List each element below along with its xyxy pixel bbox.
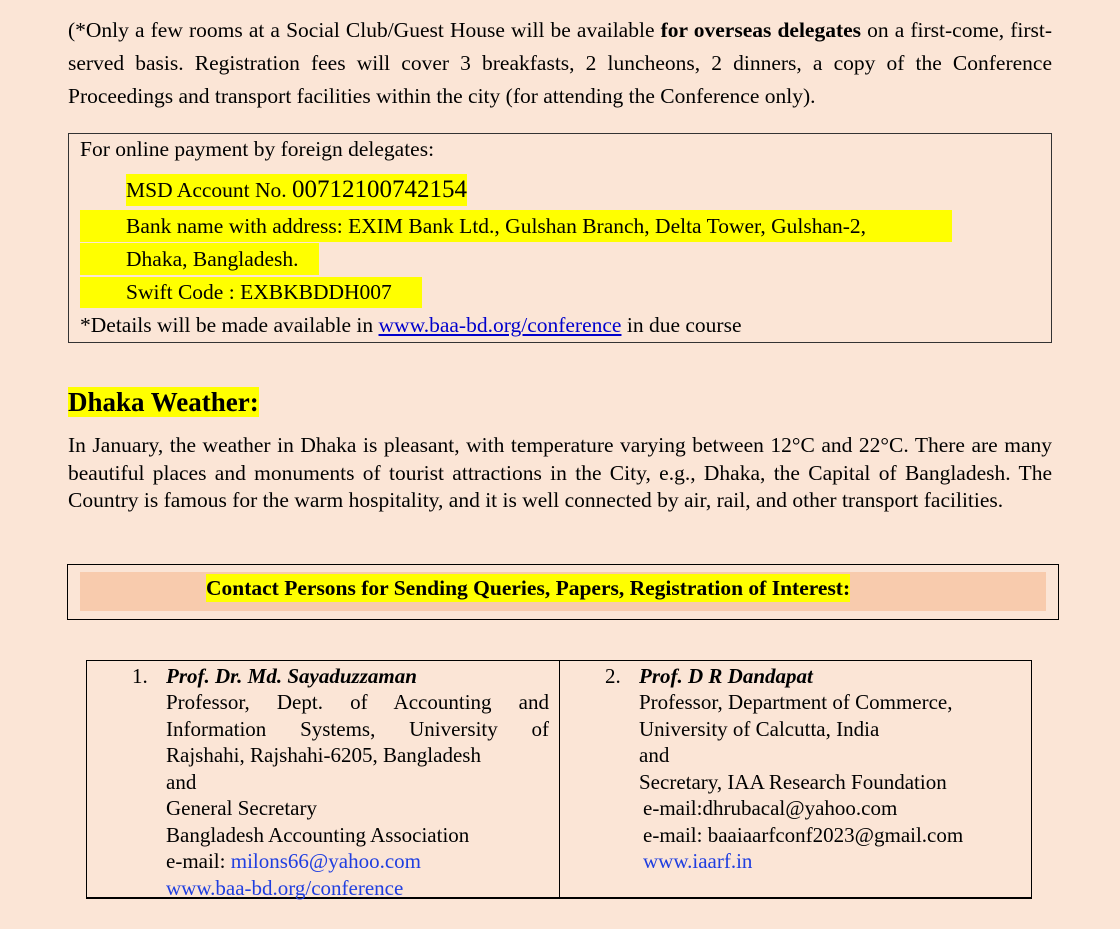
person2-email1: e-mail:dhrubacal@yahoo.com xyxy=(643,796,898,820)
intro-text-part2: on a first-come, first-served basis. Registration fees will cover 3 breakfasts, 2 luncheons, 2 dinners, a copy of the Conference Proceedings and transport facilities within the city (for attending the Conference only). xyxy=(68,18,1052,108)
payment-heading: For online payment by foreign delegates: xyxy=(80,137,435,161)
person1-details xyxy=(166,689,549,901)
person1-email-label: e-mail: xyxy=(166,849,231,873)
person1-email-row xyxy=(166,848,549,875)
conference-link[interactable]: www.baa-bd.org/conference xyxy=(378,313,622,337)
weather-paragraph: In January, the weather in Dhaka is pleasant, with temperature varying between 12°C and 22°C. There are many beautiful places and monuments of tourist attractions in the City, e.g., Dhaka, the Capital of Bangladesh. The Country is famous for the warm hospitality, and it is well connected by air, rail, and other transport facilities. xyxy=(68,433,1052,512)
person1-website-link[interactable]: www.baa-bd.org/conference xyxy=(166,875,404,900)
swift-code: Swift Code : EXBKBDDH007 xyxy=(126,280,392,304)
person1-number: 1. xyxy=(132,664,148,688)
details-suffix: in due course xyxy=(621,313,742,337)
person2-line4: Secretary, IAA Research Foundation xyxy=(639,769,947,794)
weather-heading-text: Dhaka Weather: xyxy=(68,387,259,417)
person2-name: Prof. D R Dandapat xyxy=(639,664,813,688)
accommodation-note xyxy=(68,14,1052,113)
person1-line2: Information Systems, University of xyxy=(166,716,549,741)
person2-line1: Professor, Department of Commerce, xyxy=(639,690,953,714)
intro-bold-text: for overseas delegates xyxy=(660,18,862,42)
person1-line5: General Secretary xyxy=(166,796,317,820)
contact-title: Contact Persons for Sending Queries, Papers, Registration of Interest: xyxy=(206,576,851,600)
person2-line2: University of Calcutta, India xyxy=(639,716,880,741)
person1-line6: Bangladesh Accounting Association xyxy=(166,822,470,847)
details-prefix: *Details will be made available in xyxy=(80,313,379,337)
person1-email-link[interactable]: milons66@yahoo.com xyxy=(230,849,421,873)
person1-line3: Rajshahi, Rajshahi-6205, Bangladesh xyxy=(166,743,481,767)
payment-box xyxy=(68,133,1052,343)
intro-text-part1: (*Only a few rooms at a Social Club/Guest House will be available xyxy=(68,18,661,42)
person2-number: 2. xyxy=(605,664,621,688)
contact-persons-table xyxy=(86,660,1032,898)
bank-line-1: Bank name with address: EXIM Bank Ltd., Gulshan Branch, Delta Tower, Gulshan-2, xyxy=(126,214,867,238)
person2-details xyxy=(639,689,1024,875)
weather-heading xyxy=(68,385,259,419)
account-line xyxy=(126,174,467,206)
account-number: 00712100742154 xyxy=(292,176,468,203)
column-divider xyxy=(559,661,560,897)
contact-banner xyxy=(67,564,1059,620)
person2-email2: e-mail: baaiaarfconf2023@gmail.com xyxy=(643,822,964,847)
account-label: MSD Account No. xyxy=(126,178,293,202)
bank-line-2: Dhaka, Bangladesh. xyxy=(126,247,299,271)
person1-line1: Professor, Dept. of Accounting and xyxy=(166,690,549,714)
person2-line3: and xyxy=(639,743,670,767)
person2-website-link[interactable]: www.iaarf.in xyxy=(643,849,753,873)
person1-name: Prof. Dr. Md. Sayaduzzaman xyxy=(166,664,417,688)
person1-line4: and xyxy=(166,769,197,794)
details-line xyxy=(80,310,742,340)
